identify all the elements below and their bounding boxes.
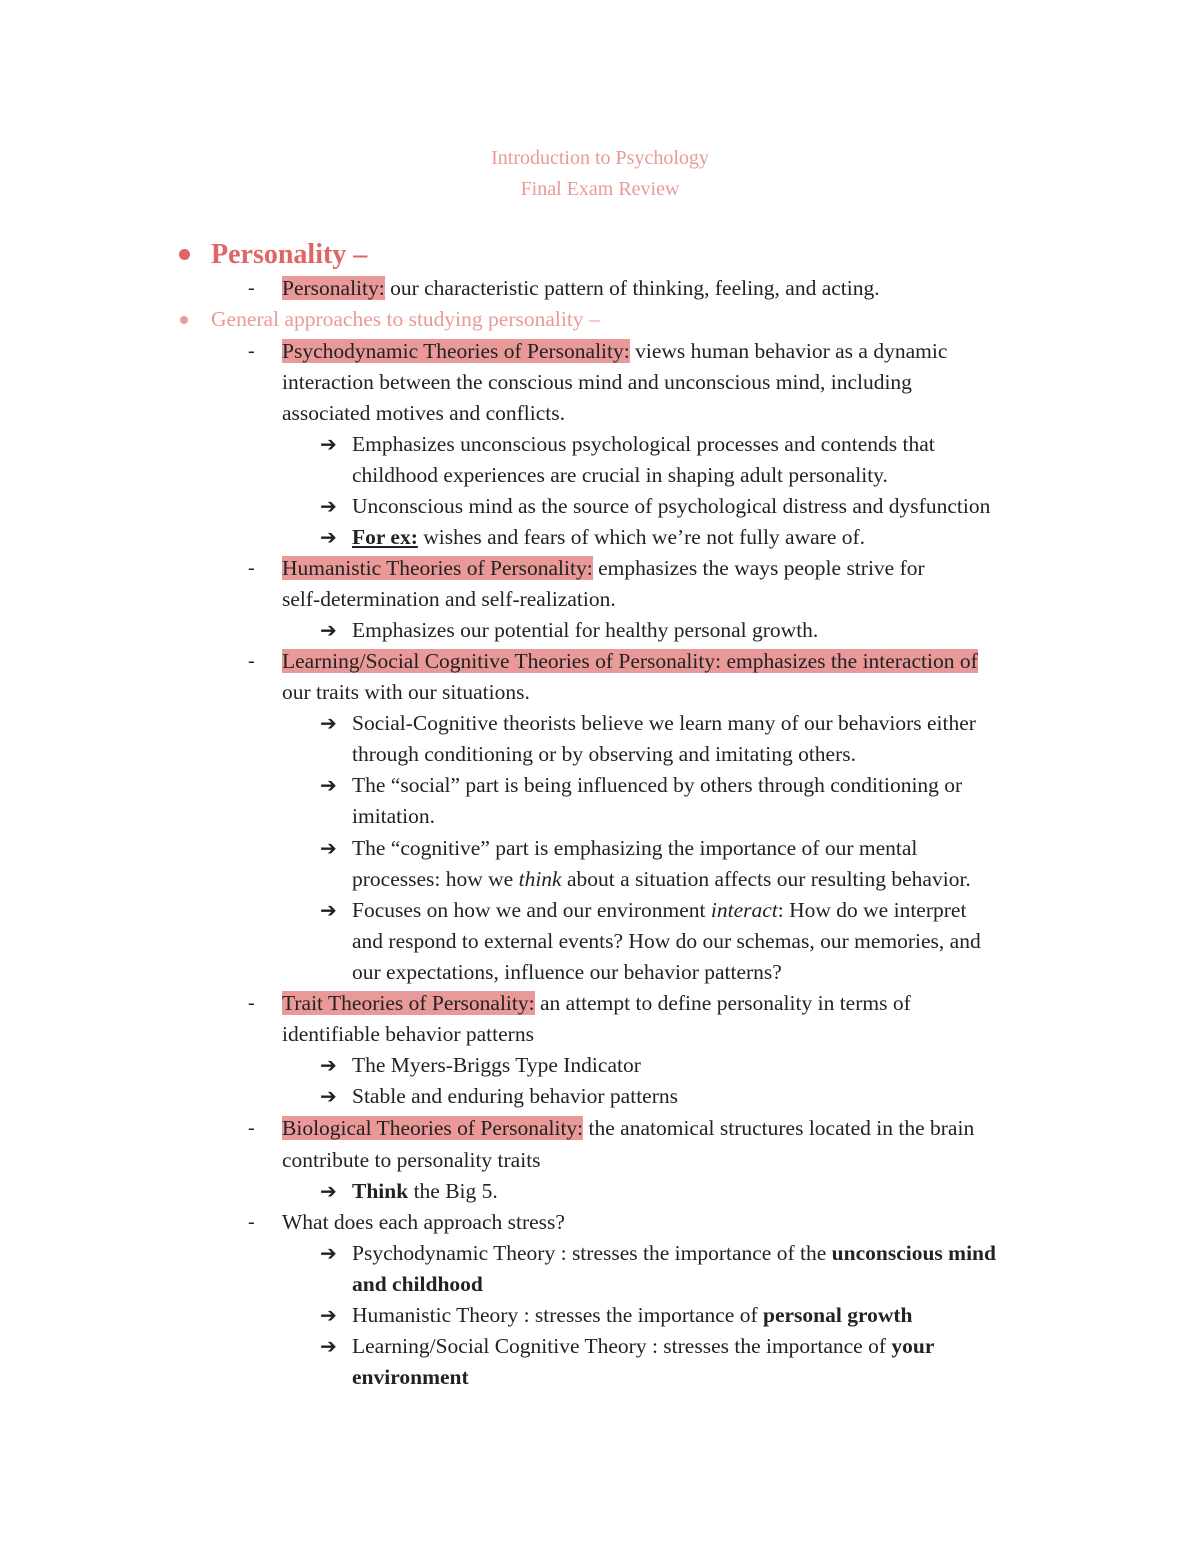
right-arrow-icon: ➔ (320, 1084, 337, 1108)
learning-point-4b: and respond to external events? How do our schemas, our memories, and (352, 929, 981, 953)
learning-point-4a-text-a: Focuses on how we and our environment (352, 898, 711, 922)
learning-point-2b: imitation. (352, 804, 436, 828)
stress-question: What does each approach stress? (282, 1210, 565, 1234)
biological-point-1-text: the Big 5. (408, 1179, 498, 1203)
learning-point-4a (352, 896, 966, 924)
learning-point-1a: Social-Cognitive theorists believe we learn many of our behaviors either (352, 711, 976, 735)
learning-point-3a: The “cognitive” part is emphasizing the importance of our mental (352, 836, 918, 860)
heading-personality-text: Personality – (211, 239, 368, 270)
stress-point-2-bold: personal growth (763, 1303, 913, 1327)
right-arrow-icon: ➔ (320, 618, 337, 642)
biological-line-2: contribute to personality traits (282, 1148, 541, 1172)
learning-point-3b (352, 865, 971, 893)
right-arrow-icon: ➔ (320, 836, 337, 860)
trait-point-2: Stable and enduring behavior patterns (352, 1084, 678, 1108)
learning-point-4a-italic: interact (710, 898, 778, 922)
psychodynamic-text-1: views human behavior as a dynamic (629, 339, 948, 363)
right-arrow-icon: ➔ (320, 525, 337, 549)
dash-icon: - (248, 557, 255, 579)
psychodynamic-line-1 (282, 337, 947, 365)
stress-point-1a (352, 1239, 996, 1267)
right-arrow-icon: ➔ (320, 432, 337, 456)
term-personality: Personality: (282, 276, 385, 300)
humanistic-line-1 (282, 554, 925, 582)
stress-point-1-bold: unconscious mind (831, 1241, 996, 1265)
stress-point-3b: environment (352, 1365, 469, 1389)
learning-point-4a-text-b: : How do we interpret (777, 898, 967, 922)
right-arrow-icon: ➔ (320, 1334, 337, 1358)
humanistic-text-1: emphasizes the ways people strive for (592, 556, 925, 580)
right-arrow-icon: ➔ (320, 494, 337, 518)
learning-point-4c: our expectations, influence our behavior patterns? (352, 960, 782, 984)
stress-point-2 (352, 1301, 913, 1329)
stress-point-3a (352, 1332, 934, 1360)
psychodynamic-line-3: associated motives and conflicts. (282, 401, 566, 425)
right-arrow-icon: ➔ (320, 1241, 337, 1265)
heading-personality (211, 238, 367, 272)
for-ex-label: For ex: (352, 525, 418, 549)
title-line-2: Final Exam Review (520, 178, 680, 200)
right-arrow-icon: ➔ (320, 898, 337, 922)
stress-point-1b: and childhood (352, 1272, 483, 1296)
dash-icon: - (248, 1117, 255, 1139)
psychodynamic-point-1b: childhood experiences are crucial in shaping adult personality. (352, 463, 888, 487)
dash-icon: - (248, 992, 255, 1014)
learning-point-1b: through conditioning or by observing and imitating others. (352, 742, 856, 766)
biological-line-1 (282, 1114, 974, 1142)
stress-point-1-text: Psychodynamic Theory : stresses the importance of the (352, 1241, 832, 1265)
dash-icon: - (248, 650, 255, 672)
trait-line-1 (282, 989, 911, 1017)
term-biological: Biological Theories of Personality: (282, 1116, 584, 1140)
think-label: Think (352, 1179, 409, 1203)
term-psychodynamic: Psychodynamic Theories of Personality: (282, 339, 630, 363)
right-arrow-icon: ➔ (320, 1179, 337, 1203)
right-arrow-icon: ➔ (320, 773, 337, 797)
trait-text-1: an attempt to define personality in terms of (534, 991, 911, 1015)
term-humanistic: Humanistic Theories of Personality: (282, 556, 593, 580)
learning-point-3b-text-a: processes: how we (352, 867, 519, 891)
biological-text-1: the anatomical structures located in the brain (583, 1116, 975, 1140)
psychodynamic-point-3 (352, 523, 865, 551)
dash-icon: - (248, 340, 255, 362)
humanistic-point-1: Emphasizes our potential for healthy personal growth. (352, 618, 819, 642)
dash-icon: - (248, 277, 255, 299)
dash-icon: - (248, 1211, 255, 1233)
filled-circle-icon (179, 249, 190, 260)
trait-line-2: identifiable behavior patterns (282, 1022, 534, 1046)
personality-def-text: our characteristic pattern of thinking, feeling, and acting. (384, 276, 880, 300)
term-trait: Trait Theories of Personality: (282, 991, 535, 1015)
right-arrow-icon: ➔ (320, 711, 337, 735)
learning-point-3b-italic: think (518, 867, 562, 891)
heading-general-approaches-text: General approaches to studying personality – (211, 307, 600, 331)
filled-circle-icon (180, 316, 188, 324)
psychodynamic-point-2: Unconscious mind as the source of psychological distress and dysfunction (352, 494, 991, 518)
title-line-1: Introduction to Psychology (491, 147, 709, 169)
learning-line-1 (282, 647, 978, 675)
learning-line-2: our traits with our situations. (282, 680, 530, 704)
learning-point-2a: The “social” part is being influenced by others through conditioning or (352, 773, 963, 797)
biological-point-1 (352, 1177, 498, 1205)
stress-point-3-text: Learning/Social Cognitive Theory : stresses the importance of (352, 1334, 892, 1358)
term-learning: Learning/Social Cognitive Theories of Personality: emphasizes the interaction of (282, 649, 978, 673)
psychodynamic-point-3-text: wishes and fears of which we’re not fully aware of. (417, 525, 866, 549)
right-arrow-icon: ➔ (320, 1303, 337, 1327)
trait-point-1: The Myers-Briggs Type Indicator (352, 1053, 641, 1077)
psychodynamic-line-2: interaction between the conscious mind and unconscious mind, including (282, 370, 912, 394)
right-arrow-icon: ➔ (320, 1053, 337, 1077)
heading-general-approaches (211, 305, 600, 333)
document-title (0, 143, 1200, 205)
humanistic-line-2: self-determination and self-realization. (282, 587, 616, 611)
psychodynamic-point-1a: Emphasizes unconscious psychological processes and contends that (352, 432, 935, 456)
personality-definition (282, 274, 880, 302)
stress-point-3-bold: your (891, 1334, 935, 1358)
learning-point-3b-text-b: about a situation affects our resulting behavior. (561, 867, 971, 891)
stress-point-2-text: Humanistic Theory : stresses the importance of (352, 1303, 763, 1327)
